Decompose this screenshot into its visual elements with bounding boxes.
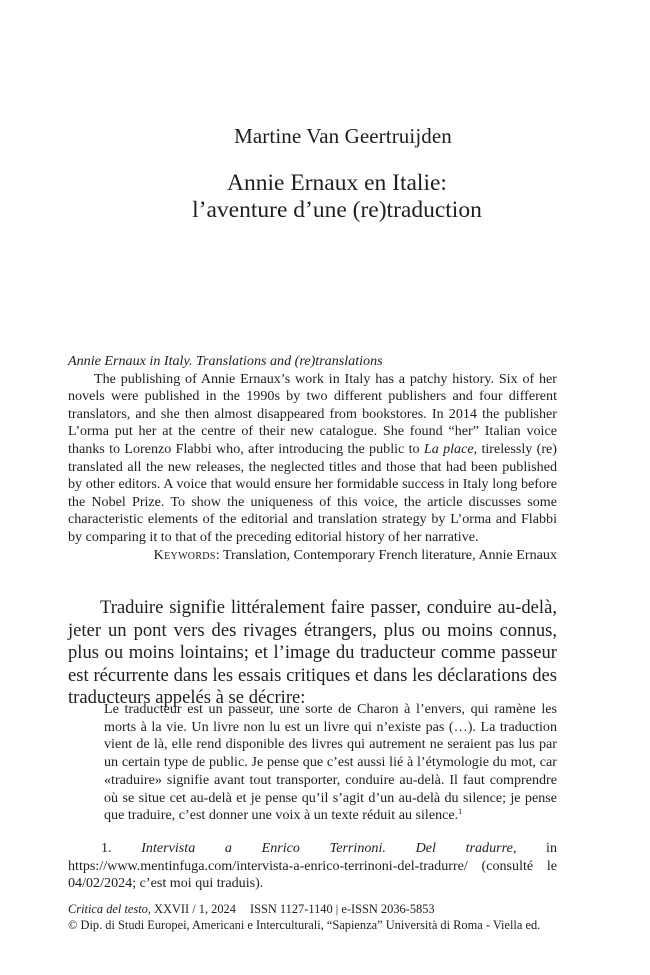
abstract-text-part-2: , tirelessly (re) translated all the new releases, the neglected titles and those that had been published by other editors. A voice that would ensure her formidable success in Italy long before the Nobel Prize. To show the uniqueness of this voice, the article discusses some characteristic elements of the editorial and translation strategy by L’orma and Flabbi by comparing it to that of the preceding editorial history of her narrative. xyxy=(68,440,557,545)
page-footer xyxy=(68,902,568,933)
keywords xyxy=(68,547,557,565)
footnote-reference[interactable]: 1 xyxy=(458,807,463,817)
abstract-text xyxy=(68,371,557,547)
abstract-title: Annie Ernaux in Italy. Translations and (re)translations xyxy=(68,353,383,369)
keywords-label: Keywords xyxy=(153,546,216,563)
footnote xyxy=(68,840,557,893)
article-title-line-1: Annie Ernaux en Italie: xyxy=(227,170,447,196)
footnote-number: 1. xyxy=(101,840,142,856)
body-paragraph: Traduire signifie littéralement faire passer, conduire au-delà, jeter un pont vers des rivages étrangers, plus ou moins connus, plus ou moins lointains; et l’image du traducteur comme passeur est récurrente dans les essais critiques et dans les déclarations des traducteurs appelés à se décrire: xyxy=(68,597,557,708)
footer-copyright: © Dip. di Studi Europei, Americani e Interculturali, “Sapienza” Università di Roma - Viella ed. xyxy=(68,917,541,932)
article-title xyxy=(12,170,650,224)
abstract-text-part-1: The publishing of Annie Ernaux’s work in Italy has a patchy history. Six of her novels were published in the 1990s by two different publishers and four different translators, and she then almost disappeared from bookstores. In 2014 the publisher L’orma put her at the centre of their new catalogue. She found “her” Italian voice thanks to Lorenzo Flabbi who, after introducing the public to xyxy=(68,370,557,457)
keywords-text: : Translation, Contemporary French literature, Annie Ernaux xyxy=(215,546,557,563)
footer-volume: , XXVII / 1, 2024 xyxy=(147,902,236,916)
abstract-text-italic: La place xyxy=(423,440,474,457)
abstract xyxy=(68,353,557,564)
footer-citation xyxy=(68,902,568,918)
footnote-text: , in https://www.mentinfuga.com/intervista-a-enrico-terrinoni-del-tradurre/ (consulté le 04/02/2024; c’est moi qui traduis). xyxy=(68,840,557,892)
article-title-line-2: l’aventure d’une (re)traduction xyxy=(192,197,482,223)
footer-journal: Critica del testo xyxy=(68,902,148,916)
block-quote-text: Le traducteur est un passeur, une sorte de Charon à l’envers, qui ramène les morts à la vie. Un livre non lu est un livre qui n’existe pas (…). La traduction vient de là, elle rend disponible des livres qui autrement ne seraient pas lus par un certain type de public. Je pense que c’est aussi lié à l’étymologie du mot, car «traduire» signifie avant tout transporter, conduire au-delà. Il faut comprendre où se situe cet au-delà et je pense qu’il s’agit d’un au-delà du silence; je pense que traduire, c’est donner une voix à un texte réduit au silence. xyxy=(104,701,557,824)
author-name: Martine Van Geertruijden xyxy=(234,124,452,148)
block-quote xyxy=(104,701,557,825)
footnote-title: Intervista a Enrico Terrinoni. Del tradurre xyxy=(141,840,513,856)
footer-issn: ISSN 1127-1140 | e-ISSN 2036-5853 xyxy=(249,902,435,916)
